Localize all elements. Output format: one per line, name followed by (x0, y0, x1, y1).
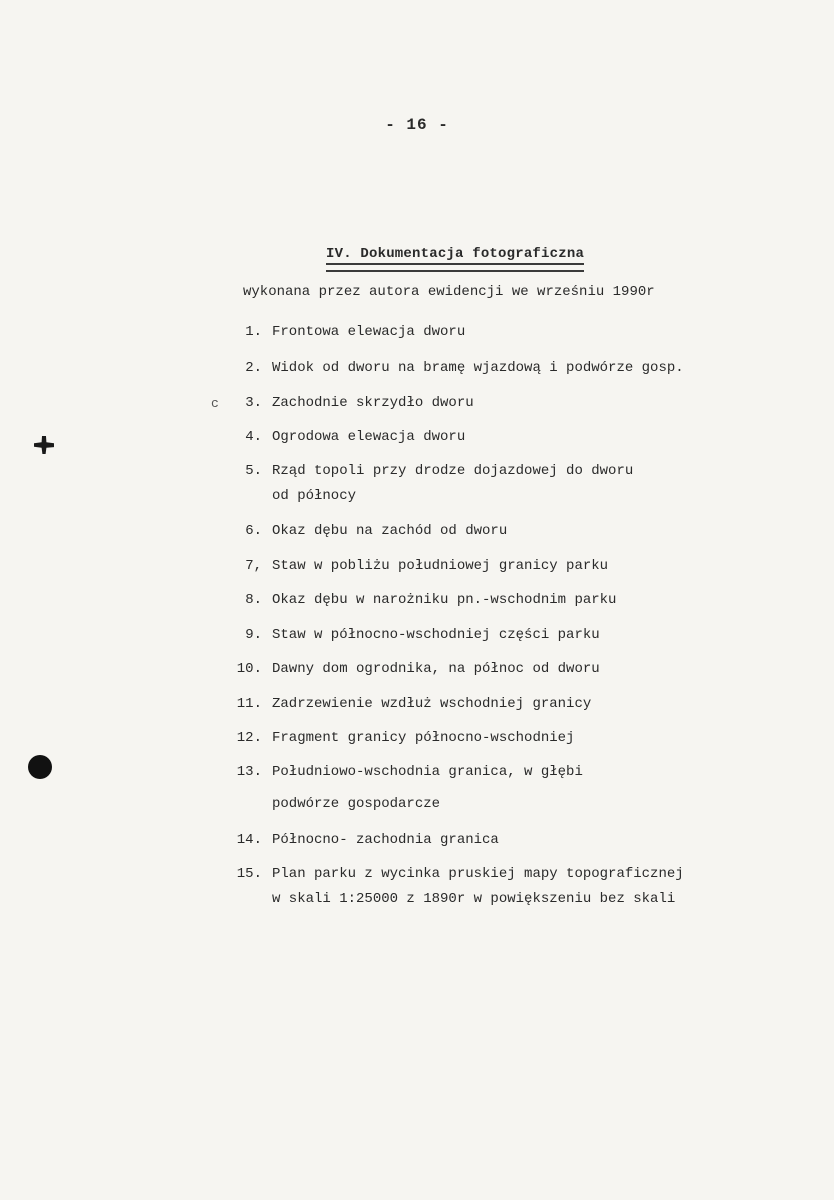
list-item-number: 7, (245, 558, 262, 574)
list-item-number: 10. (236, 661, 262, 677)
list-item-number: 12. (236, 730, 262, 746)
punch-hole (28, 755, 52, 779)
list-item-text: Staw w pobliżu południowej granicy parku (272, 558, 609, 574)
list-item-number: 8. (245, 592, 262, 608)
list-item-number: 3. (245, 395, 262, 411)
list-item-text: Fragment granicy północno-wschodniej (272, 730, 575, 746)
list-item-text: Północno- zachodnia granica (272, 832, 499, 848)
list-item-number: 5. (245, 463, 262, 479)
list-item-line-2: podwórze gospodarcze (272, 796, 441, 812)
list-item-text: Frontowa elewacja dworu (272, 324, 466, 340)
list-item-text: Ogrodowa elewacja dworu (272, 429, 466, 445)
list-item-line-1: Południowo-wschodnia granica, w głębi (272, 764, 583, 780)
list-item-number: 14. (236, 832, 262, 848)
list-item-text (272, 764, 583, 812)
section-subtitle: wykonana przez autora ewidencji we wrześniu 1990r (243, 284, 655, 300)
margin-annotation: c (211, 396, 219, 411)
list-item-number: 11. (236, 696, 262, 712)
list-item-number: 9. (245, 627, 262, 643)
list-item-text: Zachodnie skrzydło dworu (272, 395, 474, 411)
section-title-text: IV. Dokumentacja fotograficzna (326, 246, 585, 262)
list-item-text: Dawny dom ogrodnika, na północ od dworu (272, 661, 600, 677)
list-item-text: Okaz dębu na zachód od dworu (272, 523, 508, 539)
list-item-line-2: od północy (272, 488, 357, 504)
list-item-line-1: Rząd topoli przy drodze dojazdowej do dworu (272, 463, 634, 479)
list-item-number: 4. (245, 429, 262, 445)
list-item-text: Okaz dębu w narożniku pn.-wschodnim parku (272, 592, 617, 608)
list-item-text: Staw w północno-wschodniej części parku (272, 627, 600, 643)
list-item-text: Zadrzewienie wzdłuż wschodniej granicy (272, 696, 592, 712)
list-item-line-2: w skali 1:25000 z 1890r w powiększeniu bez skali (272, 891, 676, 907)
list-item-text (272, 866, 684, 907)
list-item-number: 1. (245, 324, 262, 340)
title-double-underline (326, 263, 584, 272)
list-item-number: 6. (245, 523, 262, 539)
list-item-number: 13. (236, 764, 262, 780)
list-item-number: 15. (236, 866, 262, 882)
list-item-number: 2. (245, 360, 262, 376)
page-number: - 16 - (385, 116, 449, 134)
list-item-text: Widok od dworu na bramę wjazdową i podwórze gosp. (272, 360, 684, 376)
list-item-text (272, 463, 634, 504)
list-item-line-1: Plan parku z wycinka pruskiej mapy topograficznej (272, 866, 684, 882)
section-title (326, 246, 584, 272)
